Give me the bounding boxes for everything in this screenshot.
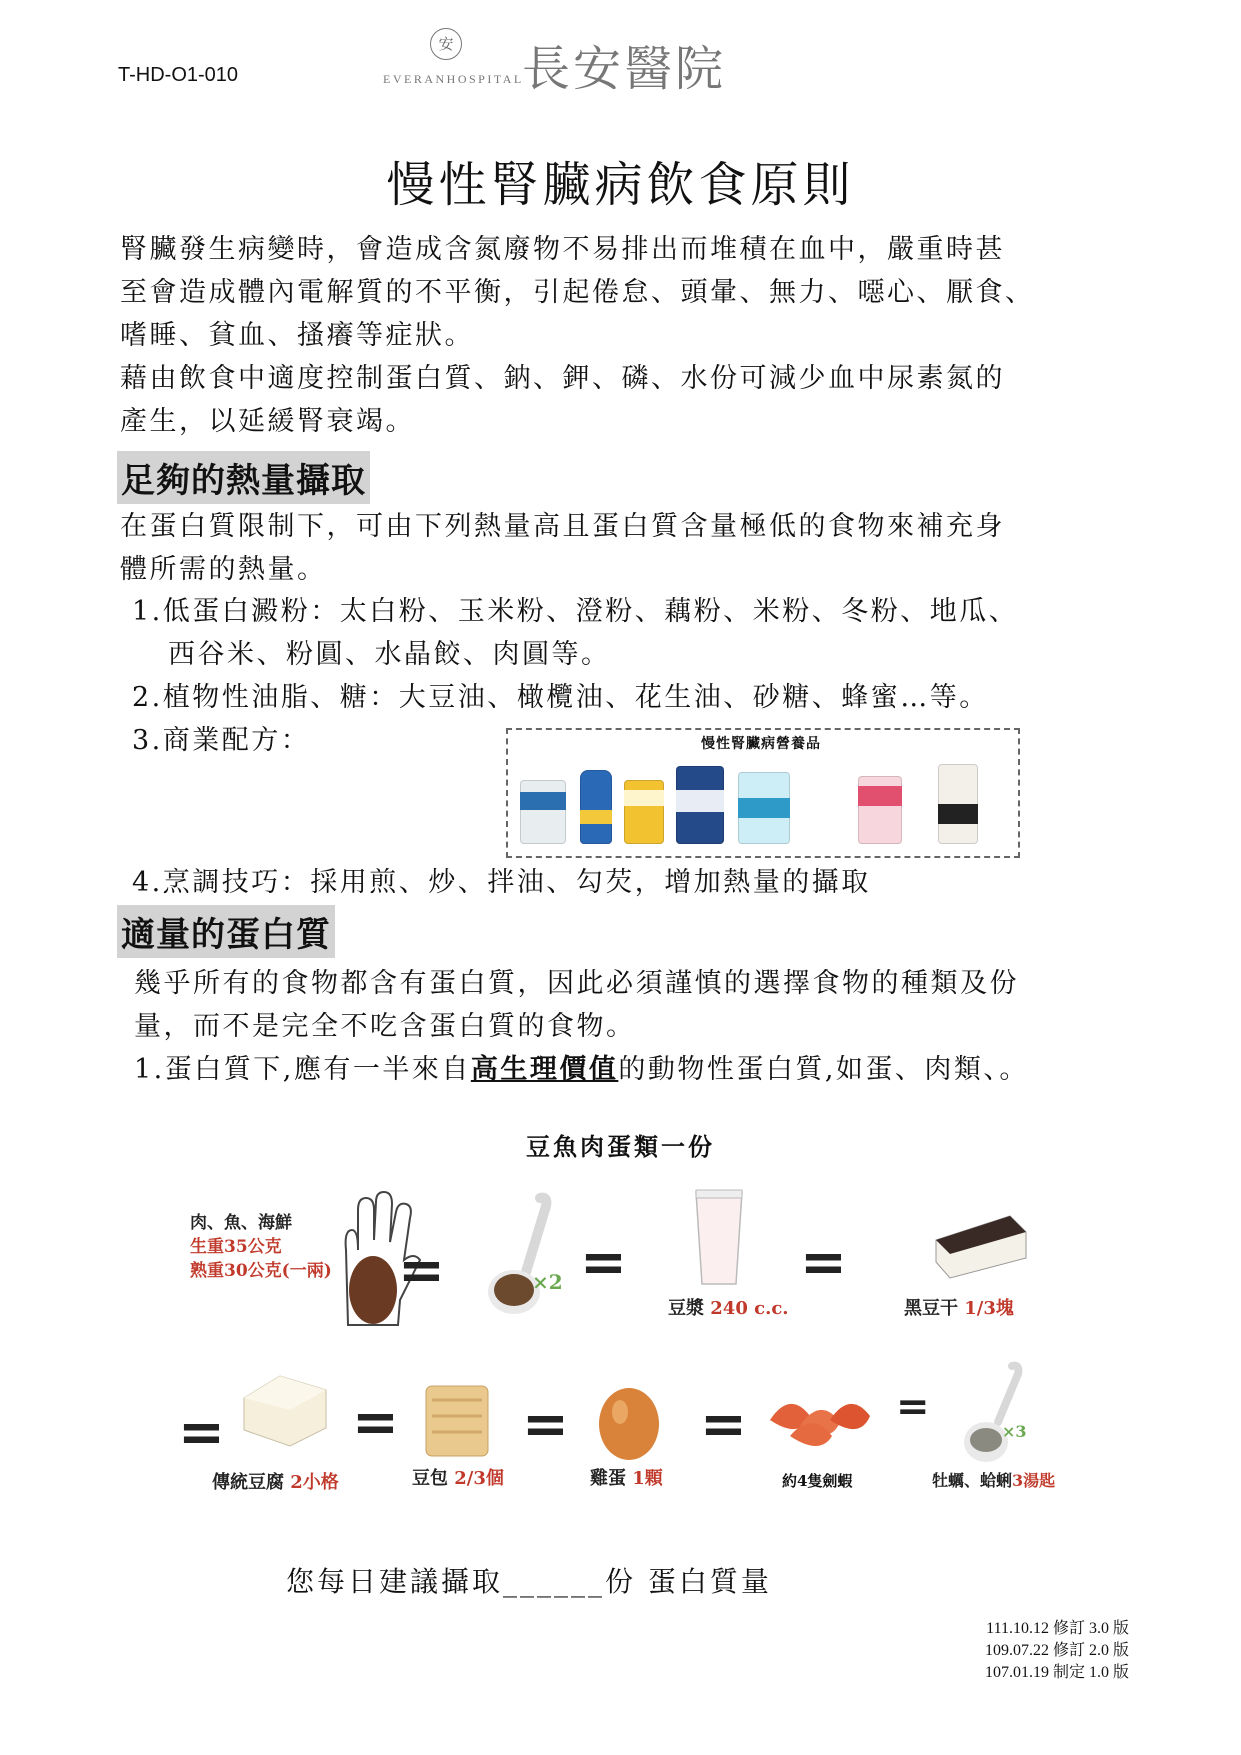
section-heading-calories: 足夠的熱量攝取 xyxy=(117,451,370,504)
meat-cooked-weight: 熟重30公克(一兩) xyxy=(190,1261,332,1281)
calories-item-3: 3.商業配方： xyxy=(132,725,311,756)
traditional-tofu-amount: 2小格 xyxy=(290,1472,339,1493)
protein-item-1 xyxy=(134,1048,1029,1091)
page-title: 慢性腎臟病飲食原則 xyxy=(386,157,855,213)
black-dried-tofu-icon xyxy=(930,1210,1030,1280)
bean-wrap-label xyxy=(412,1464,504,1490)
equals-sign: = xyxy=(352,1390,399,1455)
equals-sign: = xyxy=(896,1384,930,1430)
soymilk-label xyxy=(668,1294,789,1320)
calories-item-1-cont: 西谷米、粉圓、水晶餃、肉圓等。 xyxy=(168,639,611,670)
logo-text-zh: 長安醫院 xyxy=(522,41,727,97)
equals-sign: = xyxy=(522,1392,569,1457)
section-heading-protein: 適量的蛋白質 xyxy=(117,905,335,958)
supplement-can-image xyxy=(676,766,724,844)
calories-item-2: 2.植物性油脂、糖：大豆油、橄欖油、花生油、砂糖、蜂蜜…等。 xyxy=(132,682,989,713)
protein-item-1-post: 的動物性蛋白質,如蛋、肉類、。 xyxy=(618,1054,1029,1085)
protein-item-1-pre: 1.蛋白質下,應有一半來自 xyxy=(134,1054,471,1085)
protein-item-1-emphasis: 高生理價值 xyxy=(470,1054,619,1085)
desc-line: 在蛋白質限制下，可由下列熱量高且蛋白質含量極低的食物來補充身 xyxy=(120,511,1005,542)
egg-label xyxy=(590,1464,663,1490)
traditional-tofu-label xyxy=(212,1468,339,1494)
supplement-can-image xyxy=(858,776,902,844)
egg-amount: 1顆 xyxy=(632,1468,663,1489)
supplement-can-image xyxy=(520,780,566,844)
recommendation-suffix: 份 蛋白質量 xyxy=(605,1565,772,1598)
supplement-pack-image xyxy=(938,764,978,844)
egg-icon xyxy=(594,1382,664,1462)
oyster-label xyxy=(932,1468,1055,1491)
intro-line: 藉由飲食中適度控制蛋白質、鈉、鉀、磷、水份可減少血中尿素氮的 xyxy=(120,363,1005,394)
soymilk-cup-icon xyxy=(690,1188,748,1288)
supplement-box-title: 慢性腎臟病營養品 xyxy=(701,736,821,752)
desc-line: 體所需的熱量。 xyxy=(120,554,327,585)
desc-line: 量，而不是完全不吃含蛋白質的食物。 xyxy=(134,1011,636,1042)
revision-entry: 107.01.19 制定 1.0 版 xyxy=(984,1664,1129,1681)
egg-name: 雞蛋 xyxy=(590,1468,626,1489)
spoon-meat-icon xyxy=(478,1192,558,1322)
document-code: T-HD-O1-010 xyxy=(118,64,239,86)
supplement-can-image xyxy=(624,780,664,844)
soymilk-amount: 240 c.c. xyxy=(710,1298,789,1319)
recommendation-prefix: 您每日建議攝取 xyxy=(286,1565,504,1598)
protein-description xyxy=(134,962,1134,1048)
supplement-can-image xyxy=(738,772,790,844)
bean-wrap-amount: 2/3個 xyxy=(454,1468,504,1489)
traditional-tofu-icon xyxy=(240,1370,330,1450)
bean-wrap-name: 豆包 xyxy=(412,1468,448,1489)
desc-line: 幾乎所有的食物都含有蛋白質，因此必須謹慎的選擇食物的種類及份 xyxy=(134,968,1019,999)
intro-paragraph xyxy=(120,228,1130,443)
revision-entry: 109.07.22 修訂 2.0 版 xyxy=(984,1642,1129,1659)
equals-sign: = xyxy=(800,1230,847,1295)
daily-recommendation xyxy=(286,1560,772,1600)
equals-sign: = xyxy=(700,1392,747,1457)
spoon-oyster-icon xyxy=(950,1360,1030,1470)
revision-history xyxy=(985,1618,1129,1684)
protein-chart-caption: 豆魚肉蛋類一份 xyxy=(526,1132,715,1161)
meat-label: 肉、魚、海鮮 xyxy=(190,1213,292,1233)
shrimp-icon xyxy=(760,1380,880,1460)
supplement-bottle-image xyxy=(580,770,612,844)
oyster-multiplier: ×3 xyxy=(1002,1422,1027,1441)
spoon-multiplier: ×2 xyxy=(532,1270,563,1294)
intro-line: 腎臟發生病變時，會造成含氮廢物不易排出而堆積在血中，嚴重時甚 xyxy=(120,234,1005,265)
equals-sign: = xyxy=(178,1400,225,1465)
hospital-logo-icon: 安 xyxy=(430,28,462,60)
calories-description xyxy=(120,505,1130,591)
traditional-tofu-name: 傳統豆腐 xyxy=(212,1472,284,1493)
intro-line: 嗜睡、貧血、搔癢等症狀。 xyxy=(120,320,474,351)
meat-raw-weight: 生重35公克 xyxy=(190,1237,282,1257)
bean-curd-wrap-icon xyxy=(420,1378,494,1462)
oyster-name: 牡蠣、蛤蜊 xyxy=(932,1471,1013,1490)
dried-tofu-label xyxy=(904,1294,1014,1320)
equals-sign: = xyxy=(580,1230,627,1295)
intro-line: 產生，以延緩腎衰竭。 xyxy=(120,406,415,437)
calories-item-4: 4.烹調技巧：採用煎、炒、拌油、勾芡，增加熱量的攝取 xyxy=(132,867,871,898)
revision-entry: 111.10.12 修訂 3.0 版 xyxy=(986,1620,1129,1637)
equals-sign: = xyxy=(398,1238,445,1303)
soymilk-name: 豆漿 xyxy=(668,1298,704,1319)
shrimp-label: 約4隻劍蝦 xyxy=(782,1472,853,1490)
dried-tofu-amount: 1/3塊 xyxy=(964,1298,1014,1319)
dried-tofu-name: 黑豆干 xyxy=(904,1298,958,1319)
oyster-amount: 3湯匙 xyxy=(1012,1471,1056,1490)
logo-text-en: EVERANHOSPITAL xyxy=(383,72,524,86)
calories-item-1: 1.低蛋白澱粉：太白粉、玉米粉、澄粉、藕粉、米粉、冬粉、地瓜、 xyxy=(132,596,1019,627)
intro-line: 至會造成體內電解質的不平衡，引起倦怠、頭暈、無力、噁心、厭食、 xyxy=(120,277,1035,308)
recommendation-blank: ______ xyxy=(503,1565,606,1598)
